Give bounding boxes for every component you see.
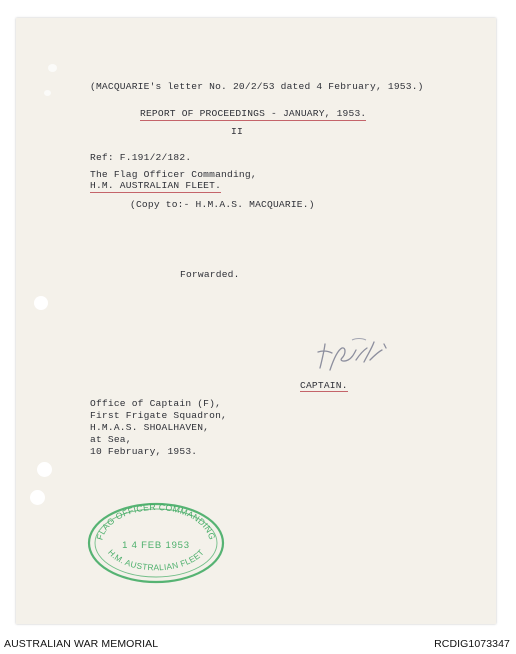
stamp-date: 1 4 FEB 1953 [122,540,190,551]
footer-item-id: RCDIG1073347 [434,638,510,650]
captain-title: CAPTAIN. [300,380,348,391]
handwritten-signature [312,330,394,380]
report-title: REPORT OF PROCEEDINGS - JANUARY, 1953. [140,108,367,119]
sender-line-5: 10 February, 1953. [90,446,198,457]
paper-speck [44,90,51,96]
forwarded-text: Forwarded. [180,269,240,280]
sender-line-2: First Frigate Squadron, [90,410,228,421]
copy-to-line: (Copy to:- H.M.A.S. MACQUARIE.) [130,199,315,210]
received-stamp [86,500,226,584]
roman-numeral: II [231,126,243,137]
stamp-top-text: FLAG OFFICER COMMANDING [94,501,218,542]
captain-signoff [300,380,348,392]
sender-line-4: at Sea, [90,434,132,445]
punch-hole-bottom [30,490,45,505]
ref-number: Ref: F.191/2/182. [90,152,192,163]
addressee-line-2: H.M. AUSTRALIAN FLEET. [90,180,222,191]
stamp-bottom-text: H.M. AUSTRALIAN FLEET [106,547,206,573]
sender-line-1: Office of Captain (F), [90,398,222,409]
punch-hole-top [34,296,48,310]
letter-reference-line: (MACQUARIE's letter No. 20/2/53 dated 4 February, 1953.) [90,81,424,92]
addressee-line-1: The Flag Officer Commanding, [90,169,257,180]
sender-line-3: H.M.A.S. SHOALHAVEN, [90,422,210,433]
paper-speck [48,64,57,72]
svg-text:FLAG OFFICER COMMANDING [94,502,217,541]
punch-hole-middle [37,462,52,477]
footer-source: AUSTRALIAN WAR MEMORIAL [4,638,159,650]
